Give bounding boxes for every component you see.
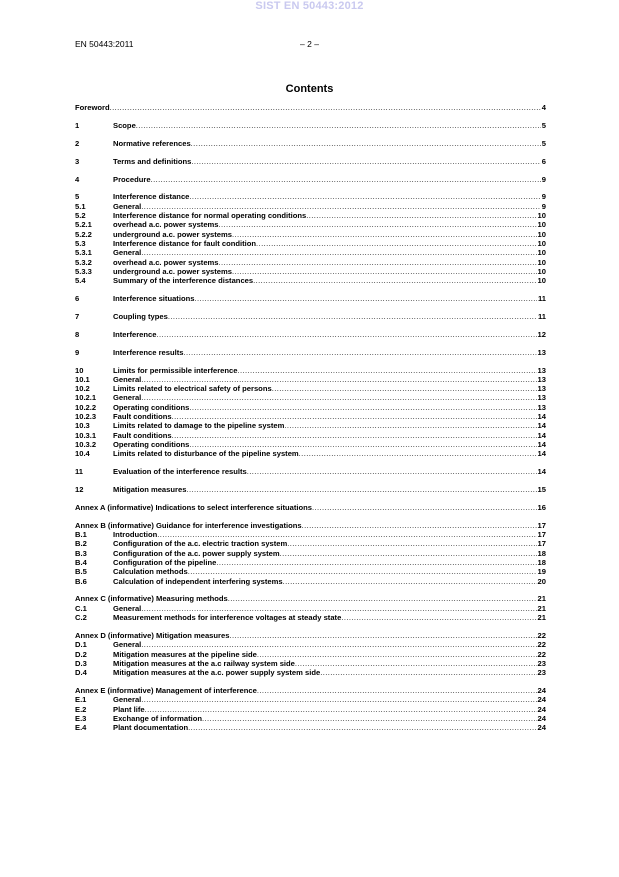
toc-entry[interactable]	[75, 604, 546, 613]
toc-entry[interactable]	[75, 549, 546, 558]
toc-entry-page: 20	[537, 576, 546, 586]
dot-leader	[168, 312, 537, 321]
toc-entry-number: B.6	[75, 576, 87, 586]
dot-leader	[295, 659, 537, 668]
dot-leader	[145, 705, 537, 714]
toc-entry-number: 10.2.1	[75, 393, 97, 403]
toc-entry-page: 4	[541, 103, 546, 112]
dot-leader	[172, 412, 537, 421]
toc-entry-number: 11	[75, 467, 84, 477]
dot-leader	[232, 230, 537, 239]
toc-entry-page: 21	[537, 594, 546, 604]
dot-leader	[219, 220, 537, 229]
toc-entry-number: 5.2.1	[75, 220, 92, 230]
dot-leader	[302, 521, 537, 530]
toc-entry[interactable]	[75, 276, 546, 285]
toc-entry-page: 11	[537, 294, 546, 304]
toc-entry-page: 24	[537, 723, 546, 733]
toc-entry-title: Mitigation measures at the pipeline side	[113, 649, 257, 659]
toc-entry-number: 5.3.3	[75, 266, 92, 276]
toc-entry-title: Limits related to electrical safety of persons	[113, 384, 272, 394]
toc-entry-title: Terms and definitions	[113, 156, 192, 166]
toc-entry[interactable]	[75, 631, 546, 640]
toc-entry[interactable]	[75, 294, 546, 303]
toc-entry-page: 10	[537, 211, 546, 221]
toc-entry-title: General	[113, 603, 142, 613]
dot-leader	[283, 577, 537, 586]
toc-entry[interactable]	[75, 211, 546, 220]
toc-entry-title: Annex E (informative) Management of interference	[75, 686, 257, 696]
toc-entry-page: 5	[541, 120, 546, 130]
dot-leader	[299, 449, 537, 458]
toc-entry-title: Interference results	[113, 347, 184, 357]
dot-leader	[151, 175, 541, 184]
toc-entry-page: 24	[537, 695, 546, 705]
toc-entry-number: 5.3	[75, 238, 86, 248]
toc-entry[interactable]	[75, 239, 546, 248]
toc-entry[interactable]	[75, 375, 546, 384]
toc-entry-number: 2	[75, 138, 80, 148]
toc-entry-number: 10.4	[75, 449, 90, 459]
toc-entry-title: General	[113, 248, 142, 258]
toc-entry-page: 10	[537, 229, 546, 239]
toc-entry-number: 5	[75, 192, 80, 202]
toc-entry-number: 12	[75, 485, 84, 495]
toc-group	[75, 139, 546, 148]
toc-entry-page: 15	[537, 485, 546, 495]
toc-entry-number: B.4	[75, 558, 87, 567]
toc-entry[interactable]	[75, 202, 546, 211]
toc-entry[interactable]	[75, 594, 546, 603]
toc-entry-number: 10.1	[75, 374, 90, 384]
toc-entry[interactable]	[75, 103, 546, 112]
toc-entry[interactable]	[75, 668, 546, 677]
toc-entry[interactable]	[75, 248, 546, 257]
toc-entry-page: 16	[537, 502, 546, 512]
toc-entry-title: General	[113, 695, 142, 705]
toc-entry[interactable]	[75, 384, 546, 393]
toc-entry[interactable]	[75, 366, 546, 375]
dot-leader	[141, 695, 536, 704]
toc-entry[interactable]	[75, 230, 546, 239]
dot-leader	[156, 330, 536, 339]
dot-leader	[272, 384, 537, 393]
dot-leader	[280, 549, 537, 558]
toc-entry-title: Fault conditions	[113, 430, 172, 440]
toc-entry-title: General	[113, 201, 142, 211]
toc-entry-number: 7	[75, 311, 80, 321]
toc-entry-page: 6	[541, 156, 546, 166]
dot-leader	[191, 157, 540, 166]
toc-entry[interactable]	[75, 312, 546, 321]
dot-leader	[216, 558, 536, 567]
toc-entry[interactable]	[75, 723, 546, 732]
toc-entry-page: 17	[537, 539, 546, 549]
toc-entry-number: C.2	[75, 613, 87, 623]
toc-entry-title: Operating conditions	[113, 402, 190, 412]
toc-entry-title: overhead a.c. power systems	[113, 257, 219, 267]
dot-leader	[141, 604, 536, 613]
dot-leader	[189, 192, 540, 201]
toc-entry-page: 14	[537, 430, 546, 440]
toc-entry-number: D.3	[75, 658, 87, 668]
toc-entry-title: Plant documentation	[113, 723, 189, 733]
dot-leader	[232, 267, 537, 276]
toc-group	[75, 312, 546, 321]
toc-entry-page: 13	[537, 402, 546, 412]
toc-entry-page: 21	[537, 613, 546, 623]
toc-entry-title: Coupling types	[113, 311, 168, 321]
toc-entry-title: General	[113, 374, 142, 384]
toc-entry-number: E.4	[75, 723, 87, 733]
toc-entry-number: D.4	[75, 668, 87, 678]
toc-entry-page: 14	[537, 412, 546, 422]
toc-group	[75, 485, 546, 494]
toc-entry-page: 17	[537, 530, 546, 540]
toc-entry-number: 1	[75, 120, 80, 130]
toc-entry-page: 9	[541, 192, 546, 202]
toc-entry-number: 8	[75, 329, 80, 339]
toc-entry-page: 13	[537, 365, 546, 375]
toc-entry-title: Interference distance for normal operating conditions	[113, 211, 307, 221]
dot-leader	[257, 686, 537, 695]
toc-entry-page: 18	[537, 548, 546, 558]
toc-entry-page: 24	[537, 704, 546, 714]
dot-leader	[247, 467, 537, 476]
toc-entry-page: 13	[537, 384, 546, 394]
toc-group	[75, 594, 546, 622]
toc-entry-title: Exchange of information	[113, 713, 203, 723]
toc-group	[75, 503, 546, 512]
toc-group	[75, 631, 546, 677]
toc-entry-title: Normative references	[113, 138, 191, 148]
toc-entry[interactable]	[75, 139, 546, 148]
toc-entry-title: Mitigation measures at the a.c. power supply system side	[113, 668, 321, 678]
toc-entry-page: 14	[537, 421, 546, 431]
dot-leader	[191, 139, 541, 148]
toc-entry-title: Interference	[113, 329, 157, 339]
toc-entry[interactable]	[75, 613, 546, 622]
dot-leader	[188, 567, 537, 576]
dot-leader	[172, 431, 537, 440]
toc-entry-title: Measurement methods for interference voltages at steady state	[113, 613, 342, 623]
toc-entry-number: 5.2	[75, 211, 86, 221]
toc-entry-title: Annex D (informative) Mitigation measures	[75, 630, 230, 640]
toc-entry[interactable]	[75, 558, 546, 567]
toc-entry[interactable]	[75, 705, 546, 714]
toc-entry-number: 10.3	[75, 421, 90, 431]
toc-entry-page: 10	[537, 276, 546, 286]
toc-entry[interactable]	[75, 567, 546, 576]
toc-entry-number: B.3	[75, 548, 87, 558]
toc-entry-title: Limits for permissible interference	[113, 365, 238, 375]
dot-leader	[219, 258, 537, 267]
toc-entry-title: Interference situations	[113, 294, 195, 304]
toc-entry[interactable]	[75, 714, 546, 723]
toc-entry-page: 9	[541, 201, 546, 211]
toc-entry-title: Limits related to disturbance of the pipeline system	[113, 449, 299, 459]
toc-entry-page: 10	[537, 238, 546, 248]
toc-entry[interactable]	[75, 539, 546, 548]
toc-entry-title: underground a.c. power systems	[113, 266, 232, 276]
toc-entry-number: 10.2.2	[75, 402, 97, 412]
toc-entry[interactable]	[75, 431, 546, 440]
toc-entry-page: 10	[537, 266, 546, 276]
toc-entry-page: 12	[537, 329, 546, 339]
dot-leader	[186, 485, 536, 494]
toc-entry[interactable]	[75, 121, 546, 130]
toc-entry-number: 10.2.3	[75, 412, 97, 422]
toc-entry-page: 21	[537, 603, 546, 613]
toc-entry-title: Evaluation of the interference results	[113, 467, 247, 477]
dot-leader	[256, 239, 537, 248]
page-title: Contents	[285, 83, 334, 95]
toc-entry-title: Configuration of the pipeline	[113, 558, 217, 567]
toc-entry-page: 13	[537, 374, 546, 384]
toc-entry-title: Plant life	[113, 704, 145, 714]
toc-group	[75, 175, 546, 184]
toc-entry-page: 17	[537, 520, 546, 530]
toc-entry[interactable]	[75, 157, 546, 166]
toc-entry[interactable]	[75, 192, 546, 201]
toc-entry-page: 14	[537, 467, 546, 477]
dot-leader	[202, 714, 537, 723]
toc-entry-number: 5.3.2	[75, 257, 92, 267]
dot-leader	[189, 440, 536, 449]
toc-entry[interactable]	[75, 449, 546, 458]
toc-entry[interactable]	[75, 659, 546, 668]
toc-entry-title: Operating conditions	[113, 439, 190, 449]
toc-entry-title: Calculation of independent interfering systems	[113, 576, 283, 586]
toc-entry-number: 4	[75, 174, 80, 184]
toc-group	[75, 686, 546, 732]
toc-entry[interactable]	[75, 330, 546, 339]
watermark: SIST EN 50443:2012	[255, 0, 364, 12]
toc-entry-title: underground a.c. power systems	[113, 229, 232, 239]
toc-entry[interactable]	[75, 521, 546, 530]
toc-entry-page: 23	[537, 658, 546, 668]
dot-leader	[253, 276, 536, 285]
dot-leader	[141, 202, 540, 211]
toc-entry-page: 22	[537, 630, 546, 640]
dot-leader	[141, 393, 536, 402]
toc-entry[interactable]	[75, 412, 546, 421]
toc-entry-number: 10	[75, 365, 84, 375]
dot-leader	[188, 723, 536, 732]
toc-entry-number: C.1	[75, 603, 87, 613]
toc-entry-number: 5.3.1	[75, 248, 92, 258]
toc-entry-title: Calculation methods	[113, 567, 188, 577]
toc-group	[75, 467, 546, 476]
toc-entry[interactable]	[75, 258, 546, 267]
toc-entry-title: Interference distance for fault condition	[113, 238, 257, 248]
dot-leader	[257, 650, 537, 659]
toc-entry[interactable]	[75, 220, 546, 229]
dot-leader	[312, 503, 537, 512]
toc-entry[interactable]	[75, 348, 546, 357]
toc-entry-number: D.1	[75, 640, 87, 650]
toc-entry-page: 10	[537, 248, 546, 258]
toc-entry-page: 24	[537, 686, 546, 696]
toc-entry[interactable]	[75, 686, 546, 695]
toc-entry-page: 13	[537, 347, 546, 357]
toc-entry-page: 5	[541, 138, 546, 148]
toc-entry-page: 18	[537, 558, 546, 567]
toc-entry-page: 11	[537, 311, 546, 321]
toc-group	[75, 103, 546, 112]
toc-entry[interactable]	[75, 403, 546, 412]
toc-entry-title: General	[113, 393, 142, 403]
toc-group	[75, 348, 546, 357]
dot-leader	[229, 631, 536, 640]
toc-entry[interactable]	[75, 530, 546, 539]
document-id: EN 50443:2011	[75, 39, 134, 49]
toc-entry-page: 10	[537, 220, 546, 230]
toc-entry-page: 10	[537, 257, 546, 267]
toc-entry-page: 22	[537, 649, 546, 659]
toc-group	[75, 121, 546, 130]
toc-group	[75, 192, 546, 285]
toc-group	[75, 330, 546, 339]
table-of-contents	[75, 103, 546, 733]
toc-entry-page: 14	[537, 439, 546, 449]
toc-entry-number: 10.3.2	[75, 439, 97, 449]
toc-entry[interactable]	[75, 503, 546, 512]
toc-entry[interactable]	[75, 393, 546, 402]
dot-leader	[110, 103, 541, 112]
toc-entry-title: Fault conditions	[113, 412, 172, 422]
dot-leader	[136, 121, 541, 130]
toc-entry[interactable]	[75, 175, 546, 184]
dot-leader	[228, 594, 537, 603]
toc-entry-number: 10.3.1	[75, 430, 97, 440]
dot-leader	[141, 640, 536, 649]
toc-entry-page: 14	[537, 449, 546, 459]
toc-entry-title: Mitigation measures	[113, 485, 187, 495]
toc-entry[interactable]	[75, 267, 546, 276]
toc-entry[interactable]	[75, 577, 546, 586]
toc-entry-title: Introduction	[113, 530, 158, 540]
toc-entry-title: overhead a.c. power systems	[113, 220, 219, 230]
toc-entry-title: Limits related to damage to the pipeline system	[113, 421, 285, 431]
dot-leader	[141, 375, 536, 384]
toc-entry-number: B.5	[75, 567, 87, 577]
toc-entry-number: E.3	[75, 713, 87, 723]
dot-leader	[306, 211, 536, 220]
toc-entry-number: 6	[75, 294, 80, 304]
toc-entry-title: Configuration of the a.c. electric traction system	[113, 539, 288, 549]
toc-group	[75, 366, 546, 459]
dot-leader	[284, 421, 536, 430]
toc-entry-title: Foreword	[75, 103, 110, 112]
toc-group	[75, 294, 546, 303]
toc-entry-title: Annex C (informative) Measuring methods	[75, 594, 228, 604]
toc-entry-number: 5.4	[75, 276, 86, 286]
toc-entry-page: 19	[537, 567, 546, 577]
toc-group	[75, 521, 546, 586]
toc-entry-page: 9	[541, 174, 546, 184]
toc-entry-page: 23	[537, 668, 546, 678]
page-number: – 2 –	[300, 39, 319, 49]
toc-entry[interactable]	[75, 695, 546, 704]
toc-entry-number: 5.2.2	[75, 229, 92, 239]
toc-entry-title: General	[113, 640, 142, 650]
dot-leader	[194, 294, 537, 303]
dot-leader	[320, 668, 536, 677]
toc-group	[75, 157, 546, 166]
toc-entry-number: 9	[75, 347, 80, 357]
dot-leader	[183, 348, 536, 357]
toc-entry-title: Mitigation measures at the a.c railway system side	[113, 658, 295, 668]
toc-entry-number: 3	[75, 156, 80, 166]
toc-entry[interactable]	[75, 421, 546, 430]
toc-entry-title: Procedure	[113, 174, 151, 184]
toc-entry-title: Scope	[113, 120, 136, 130]
toc-entry-number: D.2	[75, 649, 87, 659]
toc-entry-number: E.2	[75, 704, 87, 714]
toc-entry[interactable]	[75, 440, 546, 449]
toc-entry-number: 5.1	[75, 201, 86, 211]
toc-entry-number: B.1	[75, 530, 87, 540]
toc-entry-title: Annex B (informative) Guidance for interference investigations	[75, 520, 302, 530]
toc-entry[interactable]	[75, 650, 546, 659]
dot-leader	[189, 403, 536, 412]
toc-entry-title: Summary of the interference distances	[113, 276, 254, 286]
toc-entry[interactable]	[75, 485, 546, 494]
toc-entry[interactable]	[75, 640, 546, 649]
toc-entry-page: 24	[537, 713, 546, 723]
dot-leader	[287, 539, 536, 548]
dot-leader	[157, 530, 536, 539]
dot-leader	[141, 248, 536, 257]
toc-entry-page: 13	[537, 393, 546, 403]
dot-leader	[238, 366, 537, 375]
toc-entry-number: E.1	[75, 695, 87, 705]
dot-leader	[341, 613, 536, 622]
toc-entry-page: 22	[537, 640, 546, 650]
toc-entry-number: 10.2	[75, 384, 90, 394]
toc-entry-title: Configuration of the a.c. power supply system	[113, 548, 280, 558]
toc-entry-title: Annex A (informative) Indications to select interference situations	[75, 502, 313, 512]
toc-entry[interactable]	[75, 467, 546, 476]
toc-entry-number: B.2	[75, 539, 87, 549]
toc-entry-title: Interference distance	[113, 192, 190, 202]
